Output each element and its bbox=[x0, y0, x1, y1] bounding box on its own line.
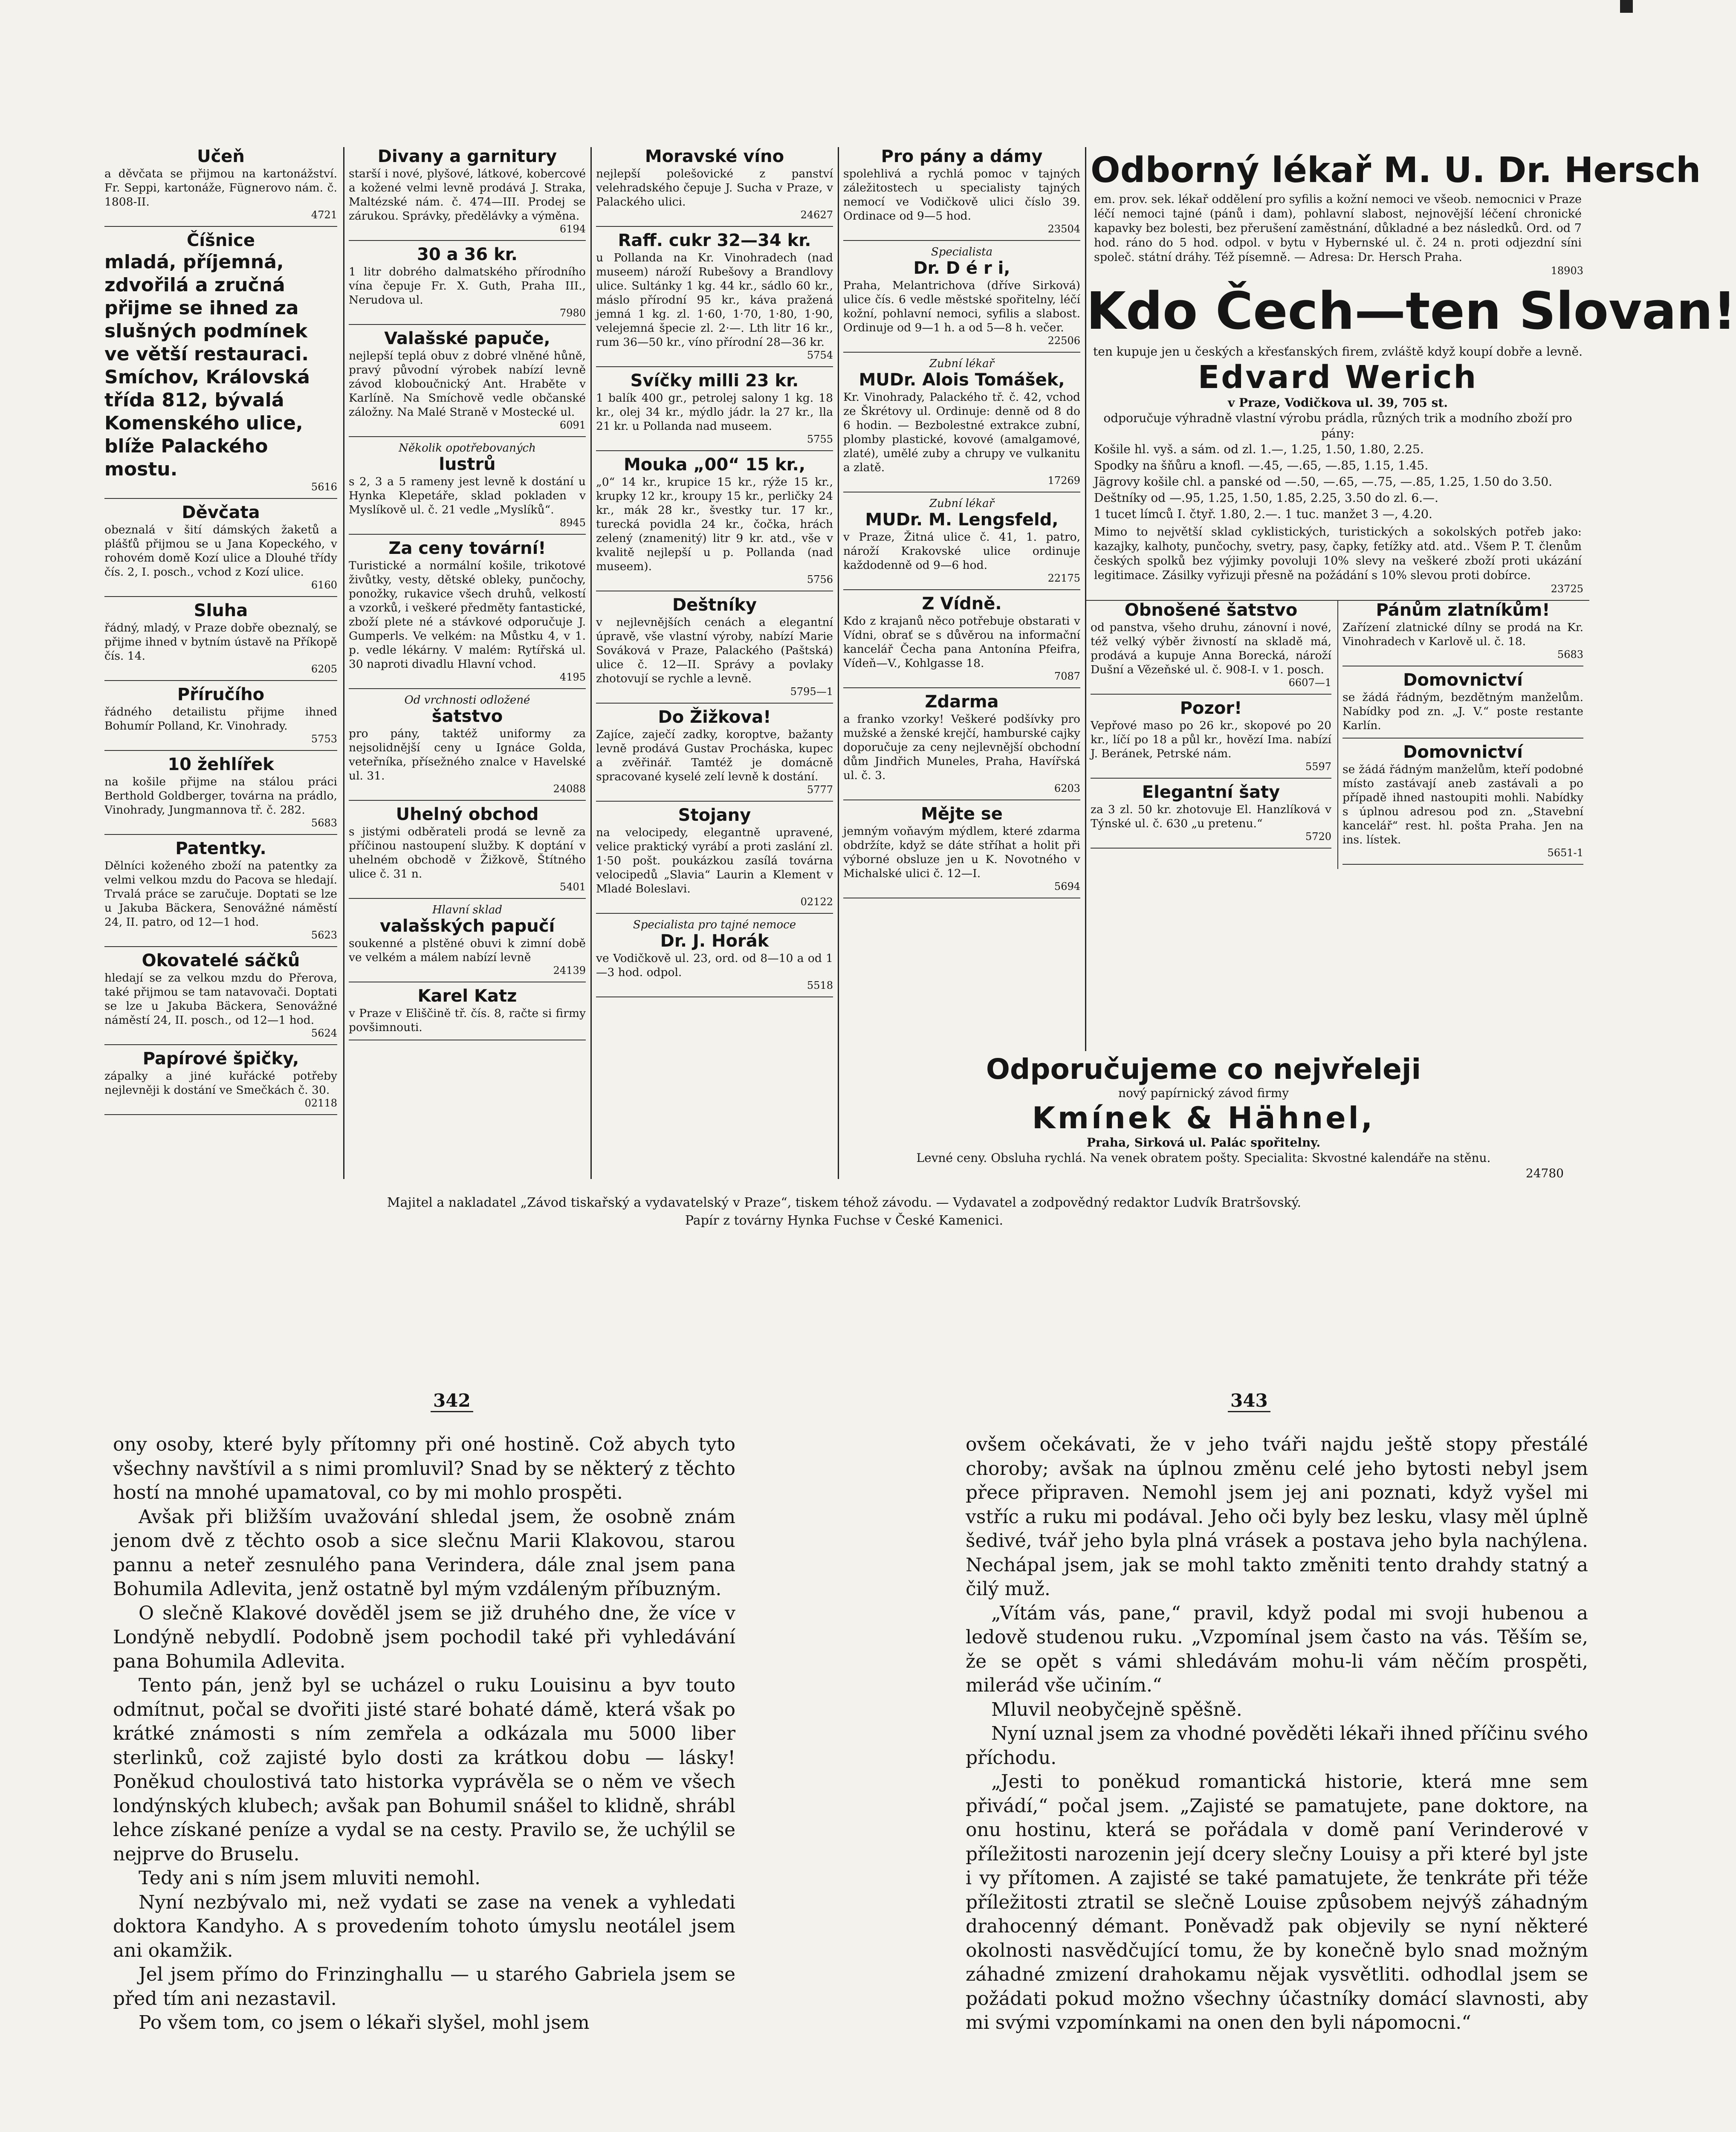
ad-text: na velocipedy, elegantně upravené, velice praktický vyrábí a proti zaslání zl. 1·50 pošt. poukázkou zasílá továrna velocipedů „Slavia“ Laurin a Klement v Mladé Boleslavi. bbox=[596, 826, 833, 895]
classified-ad bbox=[1091, 783, 1331, 843]
ad-divider bbox=[104, 680, 337, 681]
ad-number: 5756 bbox=[807, 574, 833, 585]
ad-divider bbox=[1091, 778, 1331, 779]
ad-number: 5755 bbox=[807, 433, 833, 445]
paragraph: „Vítám vás, pane,“ pravil, když podal mi svoji hubenou a ledově studenou ruku. „Vzpomínal jsem často na vás. Těším se, že se opět s vámi shledávám mohu-li vám něčím prospěti, milerád vše učiním.“ bbox=[966, 1602, 1588, 1696]
ad-number: 22175 bbox=[1047, 572, 1080, 584]
classified-ad bbox=[1343, 743, 1583, 859]
banner-headline: Odporučujeme co nejvřeleji bbox=[986, 1053, 1421, 1086]
ad-text: v Praze v Eliščině tř. čís. 8, račte si firmy povšimnouti. bbox=[349, 1007, 586, 1034]
classified-ad bbox=[596, 596, 833, 698]
ad-text: a franko vzorky! Veškeré podšívky pro mužské a ženské krejčí, hamburské cajky doporučuje za ceny nejlevnější obchodní dům Jindřich Muneles, Praha, Havířská ul. č. 3. bbox=[843, 713, 1080, 782]
ad-divider bbox=[596, 703, 833, 704]
ad-title: Uhelný obchod bbox=[396, 805, 539, 824]
price-line: Spodky na šňůru a knofl. —.45, —.65, —.85, 1.15, 1.45. bbox=[1094, 458, 1429, 472]
classified-ad bbox=[104, 951, 337, 1039]
paragraph: Po všem tom, co jsem o lékaři slyšel, mohl jsem bbox=[139, 2012, 590, 2034]
ad-column-4 bbox=[838, 147, 1086, 1179]
hersch-number: 18903 bbox=[1551, 265, 1583, 277]
ad-title: 30 a 36 kr. bbox=[417, 245, 518, 264]
classified-ad bbox=[349, 245, 586, 319]
ad-divider bbox=[104, 596, 337, 597]
ad-number: 4195 bbox=[559, 671, 586, 683]
ad-divider bbox=[104, 498, 337, 499]
ad-text: se žádá řádným manželům, kteří podobné místo zastávají aneb zastávali a po případě ihned nastoupiti mohli. Nabídky s úplnou adresou pod zn. „Stavební kancelář“ rest. hl. pošta Praha. Jen na ins. lístek. bbox=[1343, 763, 1583, 846]
ad-divider bbox=[843, 240, 1080, 241]
price-line: Deštníky od —.95, 1.25, 1.50, 1.85, 2.25, 3.50 do zl. 6.—. bbox=[1094, 491, 1438, 505]
banner-address: Praha, Sirková ul. Palác spořitelny. bbox=[1086, 1136, 1321, 1150]
ad-title: valašských papučí bbox=[379, 916, 555, 936]
ad-divider bbox=[843, 687, 1080, 688]
ad-text: Praha, Melantrichova (dříve Sirková) ulice čís. 6 vedle městské spořitelny, léčí kožní, pohlavní nemoci, syfilis a slabost. Ordinuje od 9—1 h. a od 5—8 h. večer. bbox=[843, 279, 1080, 334]
ad-title: Dr. D é r i, bbox=[913, 258, 1010, 278]
ad-number: 02122 bbox=[800, 896, 833, 908]
ad-title: MUDr. M. Lengsfeld, bbox=[865, 510, 1059, 530]
werich-number: 23725 bbox=[1551, 583, 1583, 595]
classified-ad bbox=[596, 806, 833, 908]
price-line: 1 tucet límců I. čtyř. 1.80, 2.—. 1 tuc. manžet 3 —, 4.20. bbox=[1094, 507, 1432, 521]
ad-title: Svíčky milli 23 kr. bbox=[630, 371, 799, 391]
ad-number: 6091 bbox=[559, 419, 586, 431]
small-ads-left bbox=[1086, 601, 1337, 869]
ad-divider bbox=[596, 996, 833, 997]
imprint-line1: Majitel a nakladatel „Závod tiskařský a vydavatelský v Praze“, tiskem téhož závodu. — Vydavatel a zodpovědný redaktor Ludvík Bratršovský. bbox=[387, 1195, 1302, 1210]
ad-divider bbox=[1091, 848, 1331, 849]
ad-title: MUDr. Alois Tomášek, bbox=[859, 370, 1065, 390]
ad-text: pro pány, taktéž uniformy za nejsolidnější ceny u Ignáce Golda, veteřníka, přísežného znalce v Havelské ul. 31. bbox=[349, 727, 586, 782]
classified-ad bbox=[104, 685, 337, 745]
classified-ad bbox=[596, 455, 833, 585]
banner-line1: nový papírnický závod firmy bbox=[1118, 1086, 1289, 1100]
imprint-line2: Papír z továrny Hynka Fuchse v České Kamenici. bbox=[685, 1213, 1004, 1228]
ad-subtitle: Od vrchnosti odložené bbox=[404, 694, 530, 707]
ad-text: od panstva, všeho druhu, zánovní i nové, též velký výběr živností na skladě má, prodává a kupuje Anna Borecká, nároží Dušní a Vězeňské ul. č. 908-I. v 1. posch. bbox=[1091, 621, 1331, 676]
ad-column-right bbox=[1085, 147, 1736, 1051]
ad-title: Pro pány a dámy bbox=[881, 147, 1043, 166]
classified-ad bbox=[104, 231, 337, 493]
ad-column-3 bbox=[590, 147, 839, 1179]
ad-title: Obnošené šatstvo bbox=[1124, 600, 1298, 620]
ad-divider bbox=[596, 226, 833, 227]
small-ads-grid bbox=[1086, 600, 1589, 869]
ad-text: soukenné a plstěné obuvi k zimní době ve velkém a málem nabízí levně bbox=[349, 937, 586, 964]
page-number-right: 343 bbox=[1228, 1390, 1270, 1412]
ad-title: lustrů bbox=[439, 455, 496, 474]
classified-ad bbox=[349, 147, 586, 235]
paragraph: Mluvil neobyčejně spěšně. bbox=[991, 1698, 1242, 1721]
classified-ad bbox=[596, 708, 833, 796]
ad-number: 5597 bbox=[1305, 761, 1331, 773]
classified-ad bbox=[843, 594, 1080, 682]
hersch-text: em. prov. sek. lékař oddělení pro syfilis a kožní nemoci ve všeob. nemocnici v Praze léčí nemoci tajné (pánů i dam), pohlavní slabost, nejnovější léčení chronické kapavky bez bolesti, bez přerušení zaměstnání, důkladné a bez následků. Ord. od 7 hod. ráno do 5 hod. odpol. v bytu v Hybernské ul. č. 24 n. proti odjezdní síni společ. státní dráhy. Též písemně. — Adresa: Dr. Hersch Praha. bbox=[1094, 193, 1582, 264]
ad-text: 1 balík 400 gr., petrolej salony 1 kg. 18 kr., olej 34 kr., mýdlo jádr. la 27 kr., lla 21 kr. u Pollanda nad museem. bbox=[596, 391, 833, 433]
ad-number: 5683 bbox=[1557, 649, 1583, 660]
ad-divider bbox=[596, 366, 833, 367]
ad-title: Mějte se bbox=[921, 804, 1003, 824]
ad-number: 5518 bbox=[807, 979, 833, 991]
paragraph: Nyní nezbývalo mi, než vydati se zase na venek a vyhledati doktora Kandyho. A s provedením tohoto úmyslu neotálel jsem ani okamžik. bbox=[113, 1891, 735, 1961]
ad-text: 1 litr dobrého dalmatského přírodního vína čepuje Fr. X. Guth, Praha III., Nerudova ul. bbox=[349, 265, 586, 307]
ad-divider bbox=[349, 436, 586, 437]
ad-text: obeznalá v šití dámských žaketů a plášťů přijmou se u Jana Kopeckého, v rohovém domě Kozí ulice a Dlouhé třídy čís. 2, I. posch., vchod z Kozí ulice. bbox=[104, 523, 337, 579]
ad-number: 5651-1 bbox=[1547, 847, 1583, 859]
classified-ad bbox=[1091, 699, 1331, 773]
ad-text: s jistými odběrateli prodá se levně za příčinou nastoupení služby. K doptání v uhelném obchodě v Žižkově, Štítného ulice č. 31 n. bbox=[349, 825, 586, 881]
ad-text: Dělníci koženého zboží na patentky za velmi velkou mzdu do Pacova se hledají. Trvalá práce se zaručuje. Doptati se lze u Jakuba Bäckera, Senovážné náměstí 24, II. patro, od 12—1 hod. bbox=[104, 859, 337, 929]
ad-number: 5401 bbox=[559, 881, 586, 893]
ad-number: 24088 bbox=[553, 783, 586, 795]
werich-firm-name: Edvard Werich bbox=[1198, 359, 1478, 396]
ad-text: Kdo z krajanů něco potřebuje obstarati v Vídni, obrať se s důvěrou na informační kancelář Čecha pana Antonína Pfeifra, Vídeň—V., Kohlgasse 18. bbox=[843, 614, 1080, 670]
ad-number: 24627 bbox=[800, 209, 833, 221]
ad-title: Patentky. bbox=[175, 839, 266, 858]
ad-number: 24139 bbox=[553, 965, 586, 976]
ad-number: 5624 bbox=[311, 1027, 337, 1039]
ad-text: Turistické a normální košile, trikotové živůtky, vesty, dětské obleky, punčochy, ponožky, rukavice všech druhů, velkostí a vzorků, i veškeré předměty fantastické, zboží plete né a stávkové odporučuje J. Gumperls. Ve velkém: na Můstku 4, v 1. p. vedle lékárny. V malém: Rytířská ul. 30 naproti divadlu Hlavní vchod. bbox=[349, 559, 586, 671]
ad-number: 6194 bbox=[559, 223, 586, 235]
ad-title: Deštníky bbox=[672, 595, 757, 615]
ad-title: 10 žehlířek bbox=[168, 755, 274, 774]
ad-divider bbox=[104, 834, 337, 835]
ad-number: 17269 bbox=[1047, 475, 1080, 487]
ad-text: „0“ 14 kr., krupice 15 kr., rýže 15 kr., krupky 12 kr., kroupy 15 kr., perličky 24 kr., mák 28 kr., švestky tur. 17 kr., turecká povidla 24 kr., čočka, hrách zelený (znamenitý) litr 9 kr. atd., vše v kvalitě nejlepší u p. Pollanda (nad museem). bbox=[596, 475, 833, 573]
ad-title: Za ceny tovární! bbox=[388, 539, 546, 558]
paragraph: O slečně Klakové dověděl jsem se již druhého dne, že více v Londýně nebydlí. Podobně jsem pochodil také při vyhledávání pana Bohumila Adlevita. bbox=[113, 1602, 735, 1672]
ad-title: Číšnice bbox=[187, 231, 255, 250]
classified-ad bbox=[1343, 671, 1583, 733]
ad-text: u Pollanda na Kr. Vinohradech (nad museem) nároží Rubešovy a Brandlovy ulice. Sultánky 1 kg. 44 kr., sádlo 60 kr., máslo přírodní 95 kr., káva pražená jemná 1 kg. zl. 1·60, 1·70, 1·80, 1·90, velejemná špecie zl. 2·—. Lth litr 16 kr., rum 36—50 kr., víno přírodní 28—36 kr. bbox=[596, 251, 833, 349]
ad-column-2 bbox=[343, 147, 592, 1179]
classified-ad bbox=[843, 805, 1080, 892]
ad-text: na košile přijme na stálou práci Berthold Goldberger, továrna na prádlo, Vinohrady, Jungmannova tř. č. 282. bbox=[104, 775, 337, 817]
paragraph: Tento pán, jenž byl se ucházel o ruku Louisinu a byv touto odmítnut, počal se dvořiti jisté staré bohaté dámě, která však po krátké známosti s ním zemřela a odkázala mu 5000 liber sterlinků, což zajisté bylo dosti za krátkou dobu — lásky! Poněkud choulostivá tato historka vyprávěla se o něm ve všech londýnských klubech; avšak pan Bohumil snášel to klidně, shrábl lehce získané peníze a vydal se na cesty. Pravilo se, že uchýlil se nejprve do Bruselu. bbox=[113, 1674, 735, 1865]
werich-price-list bbox=[1086, 441, 1589, 522]
ad-title: Domovnictví bbox=[1403, 670, 1523, 690]
ad-text: nejlepší polešovické z panství velehradského čepuje J. Sucha v Praze, v Palackého ulici. bbox=[596, 167, 833, 209]
ad-divider bbox=[1343, 738, 1583, 739]
paragraph: Nyní uznal jsem za vhodné pověděti lékaři ihned příčinu svého příchodu. bbox=[966, 1723, 1588, 1769]
ad-title: Dr. J. Horák bbox=[660, 931, 769, 951]
ad-title: Okovatelé sáčků bbox=[142, 951, 300, 970]
ad-divider bbox=[104, 946, 337, 947]
ad-divider bbox=[104, 1044, 337, 1045]
classified-ad bbox=[843, 692, 1080, 794]
classified-ad bbox=[349, 987, 586, 1034]
paragraph: Tedy ani s ním jsem mluviti nemohl. bbox=[139, 1867, 481, 1889]
ad-number: 5694 bbox=[1054, 881, 1080, 892]
classified-ad bbox=[104, 147, 337, 221]
ad-title: Mouka „00“ 15 kr., bbox=[623, 455, 806, 475]
ad-number: 22506 bbox=[1047, 335, 1080, 347]
ad-number: 5753 bbox=[311, 733, 337, 745]
classified-ad bbox=[596, 231, 833, 361]
ad-number: 6203 bbox=[1054, 782, 1080, 794]
ad-title: Děvčata bbox=[182, 503, 260, 522]
ad-divider bbox=[104, 750, 337, 751]
ad-divider bbox=[349, 534, 586, 535]
ad-title: Stojany bbox=[678, 805, 751, 825]
ad-divider bbox=[349, 898, 586, 899]
ad-text: zápalky a jiné kuřácké potřeby nejlevněji k dostání ve Smečkách č. 30. bbox=[104, 1069, 337, 1097]
ad-subtitle: Specialista bbox=[931, 246, 993, 258]
ad-title: Domovnictví bbox=[1403, 742, 1523, 762]
classified-ad bbox=[843, 357, 1080, 487]
ad-title: Učeň bbox=[197, 147, 245, 166]
ad-divider bbox=[596, 913, 833, 914]
werich-intro: odporučuje výhradně vlastní výrobu prádla, různých trik a modního zboží pro pány: bbox=[1103, 411, 1572, 440]
classified-ad bbox=[843, 245, 1080, 347]
classified-ad bbox=[596, 918, 833, 991]
kminek-banner bbox=[843, 1053, 1564, 1180]
classified-ad bbox=[843, 147, 1080, 235]
classified-ad bbox=[104, 503, 337, 591]
paragraph: Jel jsem přímo do Frinzinghallu — u starého Gabriela jsem se před tím ani nezastavil. bbox=[113, 1964, 735, 2010]
ad-title: Raff. cukr 32—34 kr. bbox=[618, 231, 811, 250]
hersch-title: Odborný lékař M. U. Dr. Hersch bbox=[1091, 150, 1701, 191]
ad-divider bbox=[1343, 864, 1583, 865]
classified-ad bbox=[596, 147, 833, 221]
ad-number: 23504 bbox=[1047, 223, 1080, 235]
paragraph: ony osoby, které byly přítomny při oné hostině. Což abych tyto všechny navštívil a s nimi promluvil? Snad by se některý z těchto hostí na mnohé upamatoval, co by mi mohlo prospěti. bbox=[113, 1434, 735, 1503]
classified-ad bbox=[349, 441, 586, 529]
ad-text: nejlepší teplá obuv z dobré vlněné hůně, pravý původní výrobek nabízí levně závod kloboučnický Ant. Hraběte v Karlíně. Na Smíchově vedle občanské záložny. Na Malé Straně v Mostecké ul. bbox=[349, 349, 586, 419]
ad-subtitle: Zubní lékař bbox=[929, 357, 995, 370]
ad-text: v Praze, Žitná ulice č. 41, 1. patro, nároží Krakovské ulice ordinuje každodenně od 9—6 hod. bbox=[843, 530, 1080, 572]
ad-number: 7087 bbox=[1054, 670, 1080, 682]
ad-title: Příručího bbox=[177, 685, 265, 704]
price-line: Košile hl. vyš. a sám. od zl. 1.—, 1.25, 1.50, 1.80, 2.25. bbox=[1094, 442, 1424, 456]
ad-text: mladá, příjemná, zdvořilá a zručná přijme se ihned za slušných podmínek ve větší restauraci. Smíchov, Královská třída 812, bývalá Komenského ulice, blíže Palackého mostu. bbox=[104, 251, 310, 480]
classified-ad bbox=[349, 329, 586, 431]
ad-subtitle: Několik opotřebovaných bbox=[399, 442, 536, 455]
ad-title: Elegantní šaty bbox=[1142, 782, 1280, 802]
ad-number: 5795—1 bbox=[790, 686, 833, 698]
ad-number: 5720 bbox=[1305, 831, 1331, 843]
ad-text: jemným voňavým mýdlem, které zdarma obdržíte, když se dáte stříhat a holit při výborné obsluze jen u K. Novotného v Michalské ulici č. 12—I. bbox=[843, 825, 1080, 880]
classified-ad bbox=[1091, 601, 1331, 689]
ad-title: Do Žižkova! bbox=[658, 707, 771, 727]
paragraph: Avšak při bližším uvažování shledal jsem, že osobně znám jenom dvě z těchto osob a sice slečnu Marii Klakovou, starou pannu a neteř zesnulého pana Verindera, dále znal jsem pana Bohumila Adlevita, jenž ostatně byl mým vzdáleným příbuzným. bbox=[113, 1506, 735, 1600]
werich-text: Mimo to největší sklad cyklistických, turistických a sokolských potřeb jako: kazajky, kalhoty, punčochy, svetry, pasy, čapky, fetížky atd. atd.. Všem P. T. členům českých spolků bez výjimky povoluji 10% slevy na veškeré zboží proti ukázání legitimace. Zásilky vyřizuji přesně na požádání s 10% slevou proti dobírce. bbox=[1094, 525, 1582, 582]
ad-divider bbox=[843, 589, 1080, 590]
ad-number: 5754 bbox=[807, 349, 833, 361]
ad-divider bbox=[843, 352, 1080, 353]
ad-number: 5777 bbox=[807, 784, 833, 796]
advertisement-section bbox=[100, 147, 1736, 1179]
ad-number: 02118 bbox=[304, 1097, 337, 1109]
classified-ad bbox=[104, 755, 337, 829]
ad-title: Papírové špičky, bbox=[142, 1049, 299, 1069]
ad-divider bbox=[596, 450, 833, 451]
ad-divider bbox=[1091, 694, 1331, 695]
ad-title: Valašské papuče, bbox=[384, 329, 550, 348]
ad-text: hledají se za velkou mzdu do Přerova, také přijmou se tam natavovači. Doptati se lze u Jakuba Bäckera, Senovážné náměstí 24, II. posch., od 12—1 hod. bbox=[104, 971, 337, 1027]
classified-ad bbox=[1343, 601, 1583, 660]
classified-ad bbox=[104, 1049, 337, 1109]
slogan: Kdo Čech—ten Slovan! bbox=[1086, 282, 1736, 341]
ad-text: řádného detailistu přijme ihned Bohumír Polland, Kr. Vinohrady. bbox=[104, 705, 337, 733]
ad-number: 5623 bbox=[311, 929, 337, 941]
small-ads-right bbox=[1337, 601, 1589, 869]
banner-number: 24780 bbox=[1525, 1166, 1564, 1180]
ad-divider bbox=[349, 240, 586, 241]
classified-ad bbox=[596, 371, 833, 445]
classified-ad bbox=[104, 601, 337, 675]
imprint bbox=[102, 1194, 1586, 1230]
ad-title: šatstvo bbox=[431, 707, 503, 726]
ad-title: Pánům zlatníkům! bbox=[1376, 600, 1550, 620]
paragraph: ovšem očekávati, že v jeho tváři najdu ještě stopy přestálé choroby; avšak na úplnou změnu celé jeho bytosti nebyl jsem přece připraven. Nemohl jsem jej ani poznati, když vyšel mi vstříc a ruku mi podával. Jeho oči byly bez lesku, vlasy měl úplně šedivé, tvář jeho byla plná vrásek a postava jeho byla nachýlena. Nechápal jsem, jak se mohl takto změniti tento drahdy statný a čilý muž. bbox=[966, 1434, 1588, 1600]
ad-text: Zařízení zlatnické dílny se prodá na Kr. Vinohradech v Karlově ul. č. 18. bbox=[1343, 621, 1583, 648]
banner-line2: Levné ceny. Obsluha rychlá. Na venek obratem pošty. Specialita: Skvostné kalendáře na stěnu. bbox=[916, 1151, 1491, 1165]
ad-number: 4721 bbox=[311, 209, 337, 221]
ad-number: 6205 bbox=[311, 663, 337, 675]
ad-subtitle: Specialista pro tajné nemoce bbox=[633, 918, 796, 931]
banner-firm: Kmínek & Hähnel, bbox=[1032, 1101, 1375, 1136]
ad-title: Divany a garnitury bbox=[377, 147, 557, 166]
ad-column-1 bbox=[100, 147, 343, 1179]
ad-text: starší i nové, plyšové, látkové, kobercové a kožené velmi levně prodává J. Straka, Maltézské nám. č. 474—III. Prodej se zárukou. Správky, předělávky a výměna. bbox=[349, 167, 586, 223]
slogan-text: ten kupuje jen u českých a křesťanských firem, zvláště když koupí dobře a levně. bbox=[1093, 345, 1583, 359]
ad-text: a děvčata se přijmou na kartonážství. Fr. Seppi, kartonáže, Fügnerovo nám. č. 1808-II. bbox=[104, 167, 337, 209]
ad-divider bbox=[104, 226, 337, 227]
ad-divider bbox=[596, 801, 833, 802]
page-right-text bbox=[966, 1433, 1588, 2035]
ad-divider bbox=[349, 800, 586, 801]
ad-title: Moravské víno bbox=[645, 147, 784, 166]
ad-title: Karel Katz bbox=[417, 986, 517, 1006]
price-line: Jägrovy košile chl. a panské od —.50, —.65, —.75, —.85, 1.25, 1.50 do 3.50. bbox=[1094, 475, 1553, 489]
ad-text: řádný, mladý, v Praze dobře obeznalý, se přijme ihned v bytním ústavě na Příkopě čís. 14. bbox=[104, 621, 337, 663]
ad-text: za 3 zl. 50 kr. zhotovuje El. Hanzlíková v Týnské ul. č. 630 „u pretenu.“ bbox=[1091, 803, 1331, 830]
page-number-left: 342 bbox=[431, 1390, 473, 1412]
classified-ad bbox=[349, 903, 586, 976]
ad-title: Sluha bbox=[194, 601, 248, 620]
ad-text: Vepřové maso po 26 kr., skopové po 20 kr., líčí po 18 a půl kr., hovězí Ima. nabízí J. Beránek, Petrské nám. bbox=[1091, 719, 1331, 760]
ad-title: Z Vídně. bbox=[922, 594, 1002, 614]
classified-ad bbox=[349, 539, 586, 683]
classified-ad bbox=[349, 805, 586, 893]
ad-text: Zajíce, zaječí zadky, koroptve, bažanty levně prodává Gustav Procháska, kupec a zvěřinář. Tamtéž je domácně spracované kyselé zelí levně k dostání. bbox=[596, 728, 833, 783]
ad-text: se žádá řádným, bezdětným manželům. Nabídky pod zn. „J. V.“ poste restante Karlín. bbox=[1343, 691, 1583, 732]
ad-number: 7980 bbox=[559, 307, 586, 319]
ad-number: 8945 bbox=[559, 517, 586, 529]
ad-number: 5616 bbox=[311, 481, 337, 493]
ad-text: spolehlivá a rychlá pomoc v tajných záležitostech u specialisty tajných nemocí ve Vodičkově ulici číslo 39. Ordinace od 9—5 hod. bbox=[843, 167, 1080, 223]
ad-divider bbox=[349, 688, 586, 689]
ad-text: v nejlevnějších cenách a elegantní úpravě, vše vlastní výroby, nabízí Marie Sováková v Praze, Palackého (Paštská) ulice č. 12—II. Správy a povlaky zhotovují se rychle a levně. bbox=[596, 616, 833, 685]
classified-ad bbox=[843, 497, 1080, 584]
page-left-text bbox=[113, 1433, 735, 2035]
classified-ad bbox=[349, 693, 586, 795]
classified-ad bbox=[104, 839, 337, 941]
ad-text: s 2, 3 a 5 rameny jest levně k dostání u Hynka Klepetáře, sklad pokladen v Myslíkově ul. č. 21 vedle „Myslíků“. bbox=[349, 475, 586, 516]
ad-divider bbox=[349, 324, 586, 325]
ad-number: 6607—1 bbox=[1288, 677, 1331, 689]
ad-subtitle: Zubní lékař bbox=[929, 497, 995, 510]
ad-title: Zdarma bbox=[925, 692, 999, 712]
ad-divider bbox=[104, 1114, 337, 1115]
ad-number: 5683 bbox=[311, 817, 337, 829]
ad-number: 6160 bbox=[311, 579, 337, 591]
ad-text: ve Vodičkově ul. 23, ord. od 8—10 a od 1—3 hod. odpol. bbox=[596, 952, 833, 979]
ad-title: Pozor! bbox=[1180, 698, 1242, 718]
werich-address: v Praze, Vodičkova ul. 39, 705 st. bbox=[1227, 396, 1448, 410]
paragraph: „Jesti to poněkud romantická historie, která mne sem přivádí,“ počal jsem. „Zajisté se pamatujete, pane doktore, na onu hostinu, která se pořádala v domě paní Verinderové v příležitosti narozenin její dcery slečny Louisy a při které byl jste i vy přítomen. A zajisté se také pamatujete, že tenkráte při téže příležitosti ztratil se slečně Louise způsobem nejvýš záhadným drahocenný démant. Poněvadž pak objevily se nyní některé okolnosti nasvědčující tomu, že by konečně bylo snad možným záhadné zmizení drahokamu nějak vysvětliti. odhodlal jsem se požádati pokud možno všechny účastníky domácí slavnosti, aby mi svými vzpomínkami na onen den byli nápomocni.“ bbox=[966, 1771, 1588, 2034]
ad-subtitle: Hlavní sklad bbox=[432, 904, 503, 916]
top-edge-mark bbox=[1620, 0, 1633, 13]
ad-text: Kr. Vinohrady, Palackého tř. č. 42, vchod ze Škrétovy ul. Ordinuje: denně od 8 do 6 hodin. — Bezbolestné extrakce zubní, plomby plastické, kovové (amalgamové, zlaté), umělé zuby a chrupy ve vulkanitu a zlatě. bbox=[843, 391, 1080, 474]
